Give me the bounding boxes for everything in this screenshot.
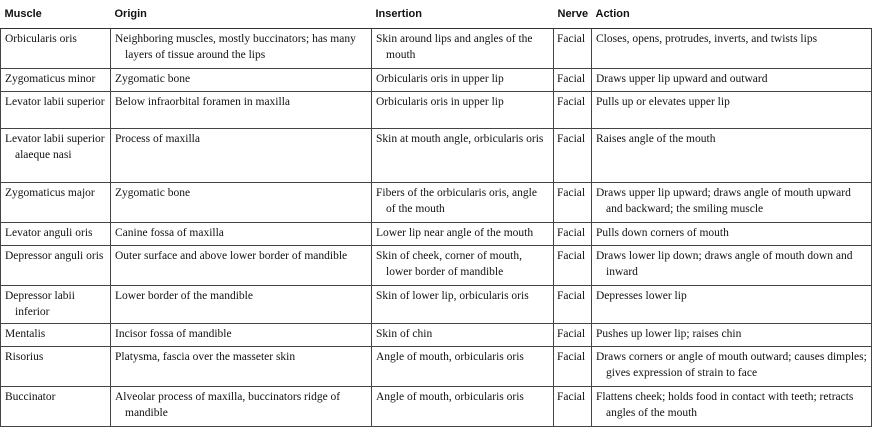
- header-nerve: Nerve: [554, 0, 592, 29]
- nerve-cell: Facial: [554, 69, 592, 92]
- nerve-cell: Facial: [554, 246, 592, 286]
- header-origin: Origin: [111, 0, 372, 29]
- origin-cell: Zygomatic bone: [111, 69, 372, 92]
- origin-cell: Incisor fossa of mandible: [111, 324, 372, 347]
- action-cell: Draws upper lip upward and outward: [592, 69, 872, 92]
- insertion-cell: Skin of lower lip, orbicularis oris: [372, 286, 554, 324]
- action-cell: Depresses lower lip: [592, 286, 872, 324]
- header-insertion: Insertion: [372, 0, 554, 29]
- origin-cell: Alveolar process of maxilla, buccinators ridge of mandible: [111, 387, 372, 427]
- insertion-cell: Orbicularis oris in upper lip: [372, 69, 554, 92]
- action-cell: Pushes up lower lip; raises chin: [592, 324, 872, 347]
- origin-cell: Below infraorbital foramen in maxilla: [111, 92, 372, 129]
- nerve-cell: Facial: [554, 92, 592, 129]
- header-row: [1, 0, 872, 29]
- action-cell: Draws upper lip upward; draws angle of mouth upward and backward; the smiling muscle: [592, 183, 872, 223]
- nerve-cell: Facial: [554, 324, 592, 347]
- origin-cell: Zygomatic bone: [111, 183, 372, 223]
- table-row: [1, 347, 872, 387]
- muscle-cell: Buccinator: [1, 387, 111, 427]
- muscle-cell: Depressor labii inferior: [1, 286, 111, 324]
- table-row: [1, 324, 872, 347]
- nerve-cell: Facial: [554, 286, 592, 324]
- table-row: [1, 387, 872, 427]
- origin-cell: Outer surface and above lower border of mandible: [111, 246, 372, 286]
- table-row: [1, 29, 872, 69]
- muscle-cell: Levator anguli oris: [1, 223, 111, 246]
- nerve-cell: Facial: [554, 347, 592, 387]
- insertion-cell: Lower lip near angle of the mouth: [372, 223, 554, 246]
- action-cell: Flattens cheek; holds food in contact with teeth; retracts angles of the mouth: [592, 387, 872, 427]
- origin-cell: Process of maxilla: [111, 129, 372, 183]
- nerve-cell: Facial: [554, 183, 592, 223]
- muscle-cell: Zygomaticus major: [1, 183, 111, 223]
- header-muscle: Muscle: [1, 0, 111, 29]
- table-row: [1, 69, 872, 92]
- insertion-cell: Skin of cheek, corner of mouth, lower border of mandible: [372, 246, 554, 286]
- nerve-cell: Facial: [554, 223, 592, 246]
- action-cell: Draws lower lip down; draws angle of mouth down and inward: [592, 246, 872, 286]
- origin-cell: Platysma, fascia over the masseter skin: [111, 347, 372, 387]
- muscle-cell: Levator labii superior alaeque nasi: [1, 129, 111, 183]
- action-cell: Raises angle of the mouth: [592, 129, 872, 183]
- insertion-cell: Skin of chin: [372, 324, 554, 347]
- table-row: [1, 223, 872, 246]
- insertion-cell: Fibers of the orbicularis oris, angle of the mouth: [372, 183, 554, 223]
- insertion-cell: Orbicularis oris in upper lip: [372, 92, 554, 129]
- header-action: Action: [592, 0, 872, 29]
- insertion-cell: Skin around lips and angles of the mouth: [372, 29, 554, 69]
- action-cell: Pulls down corners of mouth: [592, 223, 872, 246]
- action-cell: Closes, opens, protrudes, inverts, and twists lips: [592, 29, 872, 69]
- origin-cell: Canine fossa of maxilla: [111, 223, 372, 246]
- nerve-cell: Facial: [554, 129, 592, 183]
- table-row: [1, 286, 872, 324]
- table-row: [1, 246, 872, 286]
- nerve-cell: Facial: [554, 387, 592, 427]
- table-row: [1, 129, 872, 183]
- table-row: [1, 92, 872, 129]
- muscle-cell: Mentalis: [1, 324, 111, 347]
- insertion-cell: Angle of mouth, orbicularis oris: [372, 347, 554, 387]
- muscle-cell: Risorius: [1, 347, 111, 387]
- muscle-cell: Orbicularis oris: [1, 29, 111, 69]
- table-row: [1, 183, 872, 223]
- insertion-cell: Skin at mouth angle, orbicularis oris: [372, 129, 554, 183]
- muscle-cell: Levator labii superior: [1, 92, 111, 129]
- origin-cell: Lower border of the mandible: [111, 286, 372, 324]
- nerve-cell: Facial: [554, 29, 592, 69]
- muscle-cell: Zygomaticus minor: [1, 69, 111, 92]
- action-cell: Draws corners or angle of mouth outward; causes dimples; gives expression of strain to face: [592, 347, 872, 387]
- muscle-cell: Depressor anguli oris: [1, 246, 111, 286]
- insertion-cell: Angle of mouth, orbicularis oris: [372, 387, 554, 427]
- origin-cell: Neighboring muscles, mostly buccinators; has many layers of tissue around the lips: [111, 29, 372, 69]
- action-cell: Pulls up or elevates upper lip: [592, 92, 872, 129]
